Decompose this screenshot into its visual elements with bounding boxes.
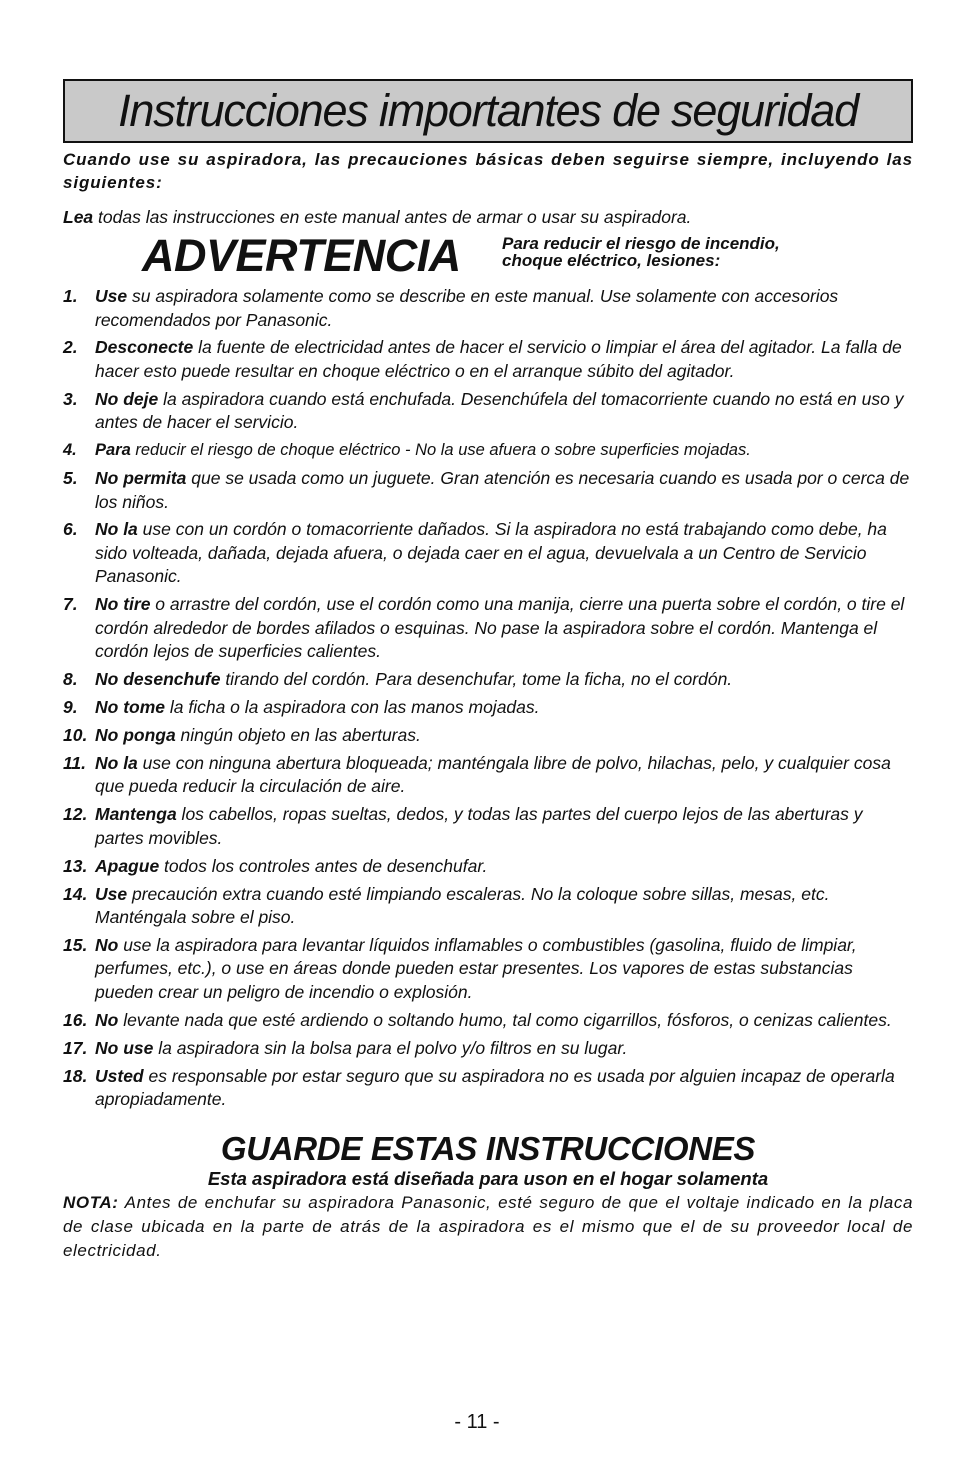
- item-text: use la aspiradora para levantar líquidos inflamables o combustibles (gasolina, fluido de limpiar, perfumes, etc.), o use en áreas donde pueden estar presentes. Los vapores de estas substancias pueden crear un peligro de incendio o explosión.: [95, 934, 857, 1002]
- item-lead: No permita: [95, 468, 187, 489]
- warning-heading: ADVERTENCIA: [142, 230, 461, 281]
- list-item: [63, 467, 913, 514]
- warning-block: [63, 232, 913, 284]
- item-number: 9.: [63, 697, 78, 718]
- read-lead: Lea: [63, 207, 94, 227]
- item-lead: Para: [95, 441, 131, 460]
- item-text: ningún objeto en las aberturas.: [175, 725, 421, 746]
- item-lead: No desenchufe: [95, 669, 221, 690]
- list-item: [63, 668, 913, 692]
- voltage-note: [63, 1191, 913, 1263]
- item-number: 11.: [63, 752, 87, 773]
- item-number: 16.: [63, 1009, 88, 1030]
- list-item: [63, 855, 913, 879]
- page-title: Instrucciones importantes de seguridad: [63, 79, 913, 143]
- read-instructions: [63, 206, 913, 229]
- item-lead: No tome: [95, 697, 165, 718]
- item-text: que se usada como un juguete. Gran atención es necesaria cuando es usada por o cerca de los niños.: [95, 468, 910, 512]
- item-text: la aspiradora sin la bolsa para el polvo y/o filtros en su lugar.: [153, 1037, 628, 1058]
- item-number: 6.: [63, 519, 78, 540]
- safety-rules-list: [63, 285, 913, 1112]
- item-number: 17.: [63, 1037, 88, 1058]
- item-number: 18.: [63, 1065, 88, 1086]
- item-number: 13.: [63, 855, 88, 876]
- item-text: los cabellos, ropas sueltas, dedos, y todas las partes del cuerpo lejos de las aberturas y partes movibles.: [95, 804, 863, 848]
- item-text: la fuente de electricidad antes de hacer el servicio o limpiar el área del agitador. La falla de hacer esto puede resultar en choque eléctrico o en el arranque súbito del agitador.: [95, 337, 902, 381]
- item-number: 12.: [63, 804, 88, 825]
- item-text: levante nada que esté ardiendo o soltando humo, tal como cigarrillos, fósforos, o cenizas calientes.: [118, 1009, 892, 1030]
- nota-lead: NOTA:: [63, 1192, 119, 1212]
- warning-note: [502, 235, 780, 269]
- list-item: [63, 803, 913, 850]
- item-text: use con ninguna abertura bloqueada; manténgala libre de polvo, hilachas, pelo, y cualquier cosa que pueda reducir la circulación de aire.: [95, 752, 891, 797]
- item-lead: No la: [95, 519, 138, 540]
- item-number: 15.: [63, 934, 88, 955]
- item-number: 3.: [63, 388, 78, 409]
- warning-note-line1: Para reducir el riesgo de incendio,: [502, 234, 780, 253]
- item-lead: No deje: [95, 388, 159, 409]
- page-number: - 11 -: [454, 1411, 500, 1433]
- item-lead: Use: [95, 883, 128, 904]
- item-number: 14.: [63, 883, 88, 904]
- list-item: [63, 439, 913, 463]
- list-item: [63, 724, 913, 748]
- list-item: [63, 883, 913, 930]
- item-lead: Usted: [95, 1065, 144, 1086]
- household-use-note: Esta aspiradora está diseñada para uson en el hogar solamenta: [207, 1167, 769, 1189]
- item-text: o arrastre del cordón, use el cordón como una manija, cierre una puerta sobre el cordón, o tire el cordón alrededor de bordes afilados o esquinas. No pase la aspiradora sobre el cordón. Mantenga el cordón lejos de superficies calientes.: [95, 594, 905, 662]
- manual-page: [63, 79, 913, 1263]
- item-lead: No use: [95, 1037, 154, 1058]
- item-text: reducir el riesgo de choque eléctrico - No la use afuera o sobre superficies mojadas.: [130, 441, 751, 460]
- item-text: la aspiradora cuando está enchufada. Desenchúfela del tomacorriente cuando no está en uso y antes de hacer el servicio.: [95, 388, 904, 433]
- item-number: 1.: [63, 286, 78, 306]
- list-item: [63, 1037, 913, 1061]
- item-lead: No la: [95, 752, 138, 773]
- list-item: [63, 696, 913, 720]
- list-item: [63, 752, 913, 799]
- item-text: su aspiradora solamente como se describe en este manual. Use solamente con accesorios recomendados por Panasonic.: [95, 286, 839, 330]
- warning-note-line2: choque eléctrico, lesiones:: [502, 251, 721, 270]
- list-item: [63, 518, 913, 589]
- item-text: es responsable por estar seguro que su aspiradora no es usada por alguien incapaz de operarla apropiadamente.: [95, 1065, 895, 1110]
- item-lead: No: [95, 1009, 119, 1030]
- item-number: 10.: [63, 725, 88, 746]
- item-lead: No ponga: [95, 725, 176, 746]
- item-number: 7.: [63, 594, 78, 615]
- item-number: 4.: [63, 441, 77, 460]
- item-lead: Mantenga: [95, 804, 177, 825]
- list-item: [63, 285, 913, 332]
- item-text: use con un cordón o tomacorriente dañados. Si la aspiradora no está trabajando como debe, ha sido volteada, dañada, dejada afuera, o dejada caer en el agua, devuelvala a un Centro de Servicio Panasonic.: [95, 519, 887, 587]
- save-instructions-heading: GUARDE ESTAS INSTRUCCIONES: [220, 1129, 756, 1167]
- read-text: todas las instrucciones en este manual antes de armar o usar su aspiradora.: [93, 207, 692, 227]
- item-text: tirando del cordón. Para desenchufar, tome la ficha, no el cordón.: [220, 669, 733, 690]
- list-item: [63, 593, 913, 664]
- item-lead: No tire: [95, 594, 151, 615]
- list-item: [63, 1009, 913, 1033]
- item-number: 5.: [63, 468, 78, 489]
- item-lead: Use: [95, 286, 128, 306]
- list-item: [63, 1065, 913, 1112]
- item-text: todos los controles antes de desenchufar.: [159, 855, 488, 876]
- list-item: [63, 336, 913, 383]
- item-lead: No: [95, 934, 119, 955]
- intro-text: Cuando use su aspiradora, las precauciones básicas deben seguirse siempre, incluyendo las siguientes:: [63, 150, 913, 192]
- nota-text: Antes de enchufar su aspiradora Panasonic, esté seguro de que el voltaje indicado en la placa de clase ubicada en la parte de atrás de la aspiradora es el mismo que el de su proveedor local de electricidad.: [63, 1192, 913, 1260]
- item-text: precaución extra cuando esté limpiando escaleras. No la coloque sobre sillas, mesas, etc. Manténgala sobre el piso.: [95, 883, 830, 928]
- list-item: [63, 934, 913, 1005]
- item-lead: Apague: [95, 855, 160, 876]
- list-item: [63, 388, 913, 435]
- item-number: 8.: [63, 669, 78, 690]
- item-text: la ficha o la aspiradora con las manos mojadas.: [165, 697, 540, 718]
- item-number: 2.: [63, 337, 78, 358]
- item-lead: Desconecte: [95, 337, 194, 358]
